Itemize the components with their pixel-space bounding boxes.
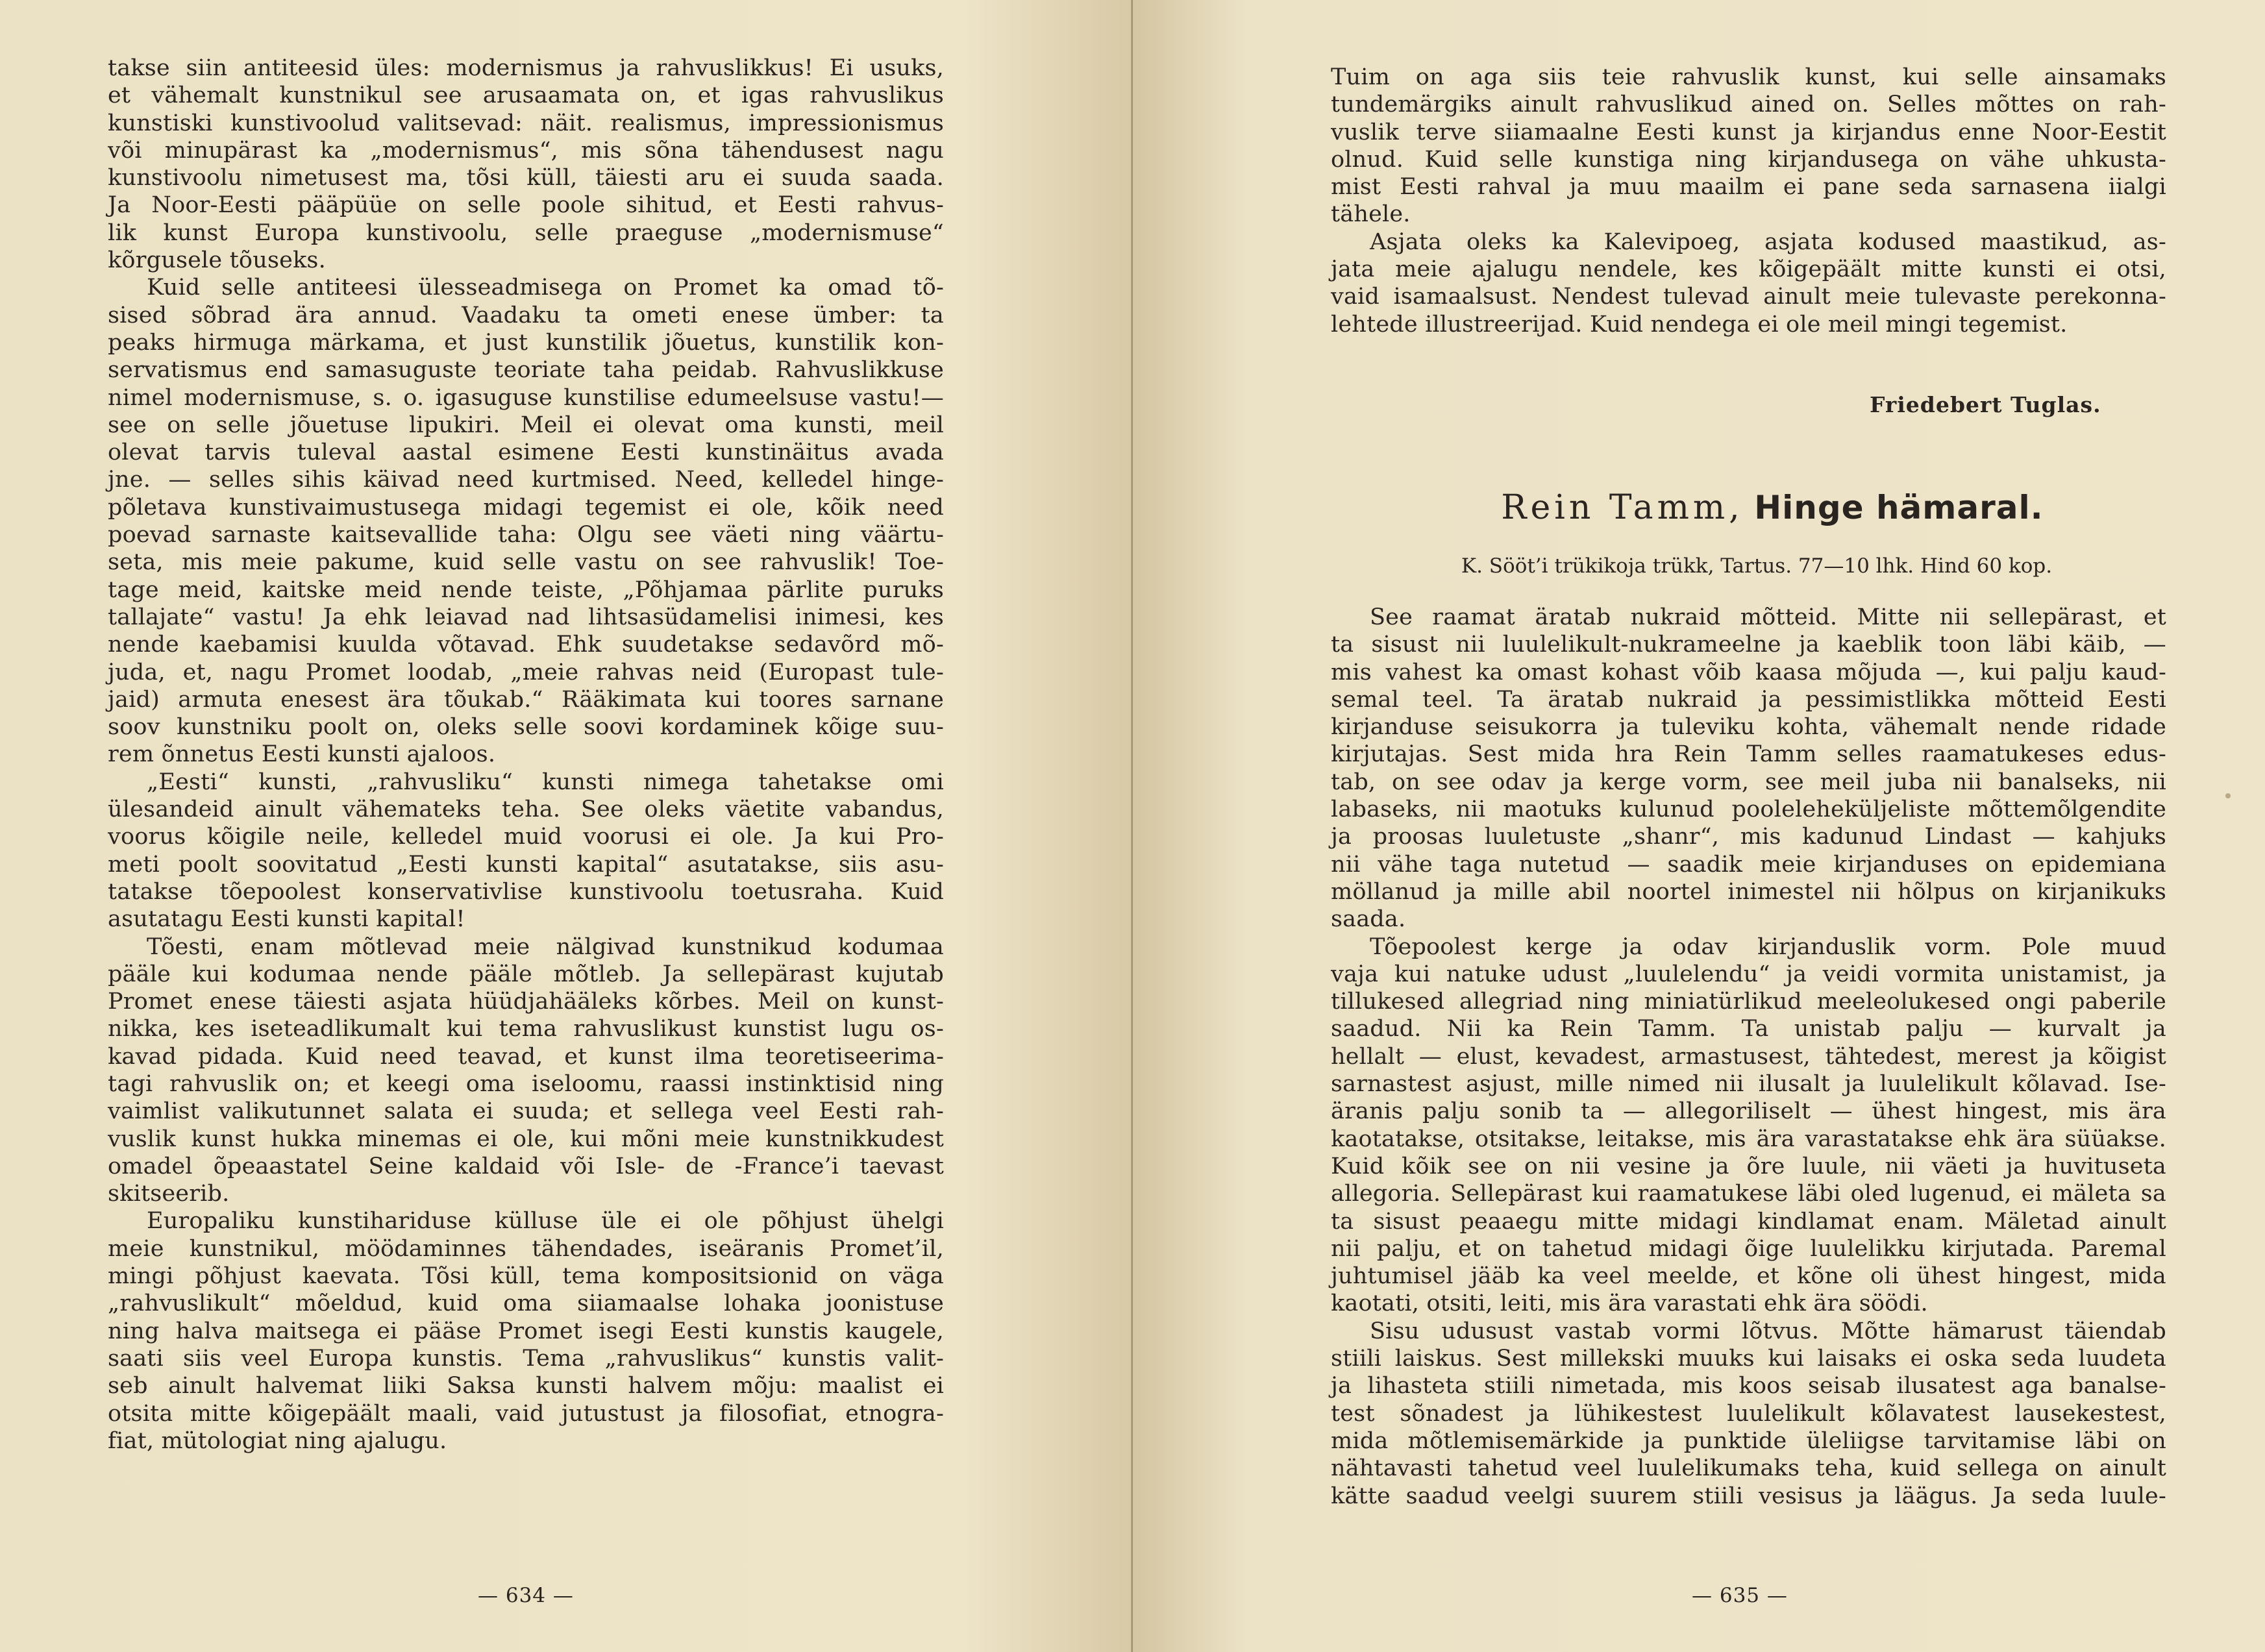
text-line: mingi põhjust kaevata. Tõsi küll, tema kompositsionid on väga [108, 1263, 944, 1290]
text-line: vaimlist valikutunnet salata ei suuda; et sellega veel Eesti rah- [108, 1098, 944, 1125]
text-line: põletava kunstivaimustusega midagi tegemist ei ole, kõik need [108, 494, 944, 521]
text-line: kunstiski kunstivoolud valitsevad: näit. realismus, impressionismus [108, 110, 944, 136]
text-line: nimel modernismuse, s. o. igasuguse kunstilise edumeelsuse vastu!— [108, 384, 944, 411]
review-text [1331, 604, 2166, 1510]
text-line: saada. [1331, 906, 1406, 933]
text-line: mida mõtlemisemärkide ja punktide üleliigse tarvitamise läbi on [1331, 1427, 2166, 1454]
text-line: fiat, mütologiat ning ajalugu. [108, 1427, 447, 1454]
text-line: ülesandeid ainult vähemateks teha. See oleks väetite vabandus, [108, 796, 944, 823]
text-line: allegoria. Sellepärast kui raamatukese läbi oled lugenud, ei mäleta sa [1331, 1181, 2166, 1207]
text-line: saadud. Nii ka Rein Tamm. Ta unistab palju — kurvalt ja [1331, 1016, 2166, 1042]
text-line: see on selle jõuetuse lipukiri. Meil ei olevat oma kunsti, meil [108, 412, 944, 438]
text-line: Tuim on aga siis teie rahvuslik kunst, kui selle ainsamaks [1331, 64, 2166, 90]
text-line: vaid isamaalsust. Nendest tulevad ainult meie tulevaste perekonna- [1331, 284, 2166, 310]
text-line: seb ainult halvemat liiki Saksa kunsti halvem mõju: maalist ei [108, 1373, 944, 1399]
text-line: sarnastest asjust, mille nimed nii ilusalt ja luulelikult kõlavad. Ise- [1331, 1071, 2166, 1098]
review-author: Rein Tamm, [1501, 488, 1744, 527]
text-line: seta, mis meie pakume, kuid selle vastu on see rahvuslik! Toe- [108, 549, 944, 576]
text-line: tundemärgiks ainult rahvuslikud ained on. Selles mõttes on rah- [1331, 92, 2166, 118]
text-line: tillukesed allegriad ning miniatürlikud meeleolukesed ongi paberile [1331, 989, 2166, 1015]
text-line: ta sisust peaaegu mitte midagi kindlamat enam. Mäletad ainult [1331, 1208, 2166, 1235]
text-line: „Eesti“ kunsti, „rahvusliku“ kunsti nimega tahetakse omi [147, 769, 944, 795]
text-line: nii vähe taga nutetud — saadik meie kirjanduses on epidemiana [1331, 851, 2166, 878]
text-line: tagi rahvuslik on; et keegi oma iseloomu, raassi instinktisid ning [108, 1070, 944, 1097]
text-line: Tõesti, enam mõtlevad meie nälgivad kunstnikud kodumaa [147, 933, 944, 960]
text-line: vaja kui natuke udust „luulelendu“ ja veidi vormita unistamist, ja [1331, 961, 2166, 987]
text-line: otsita mitte kõigepäält maali, vaid jutustust ja filosofiat, etnogra- [108, 1400, 944, 1427]
text-line: või minupärast ka „modernismus“, mis sõna tähendusest nagu [108, 137, 944, 164]
text-line: Europaliku kunstihariduse külluse üle ei ole põhjust ühelgi [147, 1208, 944, 1235]
text-line: Asjata oleks ka Kalevipoeg, asjata kodused maastikud, as- [1370, 228, 2166, 255]
text-line: sised sõbrad ära annud. Vaadaku ta ometi enese ümber: ta [108, 302, 944, 328]
text-line: saati siis veel Europa kunstis. Tema „rahvuslikus“ kunstis valit- [108, 1345, 944, 1372]
text-line: tallajate“ vastu! Ja ehk leiavad nad lihtsasüdamelisi inimesi, kes [108, 604, 944, 630]
text-line: skitseerib. [108, 1181, 230, 1207]
text-line: et vähemalt kunstnikul see arusaamata on, et igas rahvuslikus [108, 82, 944, 109]
text-line: Kuid selle antiteesi ülesseadmisega on Promet ka omad tõ- [147, 275, 944, 301]
text-line: kirjutajas. Sest mida hra Rein Tamm selles raamatukeses edus- [1331, 741, 2166, 768]
text-line: Tõepoolest kerge ja odav kirjanduslik vorm. Pole muud [1370, 933, 2166, 960]
text-line: servatismus end samasuguste teoriate taha peidab. Rahvuslikkuse [108, 357, 944, 384]
text-line: See raamat äratab nukraid mõtteid. Mitte nii sellepärast, et [1370, 604, 2166, 630]
text-line: ta sisust nii luulelikult-nukrameelne ja kaeblik toon läbi käib, — [1331, 632, 2166, 658]
right-page-essay-ending [1331, 64, 2166, 338]
text-line: pääle kui kodumaa nende pääle mõtleb. Ja sellepärast kujutab [108, 961, 944, 987]
text-line: juda, et, nagu Promet loodab, „meie rahvas neid (Europast tule- [108, 659, 944, 685]
text-line: tage meid, kaitske meid nende teiste, „Põhjamaa pärlite puruks [108, 576, 944, 603]
publication-info: K. Sööt’i trükikoja trükk, Tartus. 77—10 lhk. Hind 60 kop. [1461, 554, 2053, 578]
text-line: „rahvuslikult“ mõeldud, kuid oma siiamaalse lohaka joonistuse [108, 1290, 944, 1317]
text-line: kaotati, otsiti, leiti, mis ära varastati ehk ära söödi. [1331, 1290, 1928, 1317]
text-line: takse siin antiteesid üles: modernismus ja rahvuslikkus! Ei usuks, [108, 55, 944, 81]
text-line: kaotatakse, otsitakse, leitakse, mis ära varastatakse ehk ära süüakse. [1331, 1126, 2166, 1152]
text-line: äranis palju sonib ta — allegoriliselt — ühest hingest, mis ära [1331, 1098, 2166, 1125]
text-line: vuslik terve siiamaalne Eesti kunst ja kirjandus enne Noor-Eestit [1331, 119, 2166, 145]
text-line: kirjanduse seisukorra ja tuleviku kohta, vähemalt nende ridade [1331, 714, 2166, 741]
text-line: tab, on see odav ja kerge vorm, see meil juba nii banalseks, nii [1331, 769, 2166, 795]
text-line: lehtede illustreerijad. Kuid nendega ei ole meil mingi tegemist. [1331, 311, 2068, 338]
text-line: tatakse tõepoolest konservativlise kunstivoolu toetusraha. Kuid [108, 878, 944, 905]
text-line: nikka, kes iseteadlikumalt kui tema rahvuslikust kunstist lugu os- [108, 1016, 944, 1042]
text-line: poevad sarnaste kaitsevallide taha: Olgu see väeti ning väärtu- [108, 522, 944, 549]
text-line: meie kunstnikul, möödaminnes tähendades, iseäranis Promet’il, [108, 1235, 944, 1262]
text-line: asutatagu Eesti kunsti kapital! [108, 906, 465, 933]
text-line: hellalt — elust, kevadest, armastusest, tähtedest, merest ja kõigist [1331, 1043, 2166, 1070]
page-number-left: — 634 — [478, 1584, 574, 1607]
page-number-right: — 635 — [1692, 1584, 1788, 1607]
text-line: lik kunst Europa kunstivoolu, selle praeguse „modernismuse“ [108, 219, 944, 246]
text-line: nähtavasti tahetud veel luulelikumaks teha, kuid sellega on ainult [1331, 1455, 2166, 1482]
text-line: ja lihasteta stiili nimetada, mis koos seisab ilusatest aga banalse- [1331, 1373, 2166, 1399]
text-line: soov kunstniku poolt on, oleks selle soovi kordaminek kõige suu- [108, 714, 944, 741]
text-line: tähele. [1331, 201, 1411, 228]
text-line: ja proosas luuletuste „shanr“, mis kadunud Lindast — kahjuks [1331, 824, 2166, 850]
text-line: peaks hirmuga märkama, et just kunstilik jõuetus, kunstilik kon- [108, 329, 944, 356]
paper-speck [2225, 793, 2231, 798]
text-line: olnud. Kuid selle kunstiga ning kirjandusega on vähe uhkusta- [1331, 146, 2166, 173]
text-line: semal teel. Ta äratab nukraid ja pessimistlikka mõtteid Eesti [1331, 686, 2166, 713]
essay-signature: Friedebert Tuglas. [1870, 392, 2101, 417]
text-line: omadel õpeaastatel Seine kaldaid või Isle- de -France’i taevast [108, 1153, 944, 1179]
text-line: kunstivoolu nimetusest ma, tõsi küll, täiesti aru ei suuda saada. [108, 165, 944, 191]
text-line: Sisu udusust vastab vormi lõtvus. Mõtte hämarust täiendab [1370, 1318, 2166, 1344]
text-line: Kuid kõik see on nii vesine ja õre luule, nii väeti ja huvituseta [1331, 1153, 2166, 1179]
text-line: mis vahest ka omast kohast võib kaasa mõjuda —, kui palju kaud- [1331, 659, 2166, 685]
text-line: rem õnnetus Eesti kunsti ajaloos. [108, 741, 496, 768]
text-line: jata meie ajalugu nendele, kes kõigepäält mitte kunsti ei otsi, [1331, 256, 2166, 283]
text-line: möllanud ja mille abil noortel inimestel nii hõlpus on kirjanikuks [1331, 878, 2166, 905]
text-line: juhtumisel jääb ka veel meelde, et kõne oli ühest hingest, mida [1331, 1263, 2166, 1290]
text-line: kõrgusele tõuseks. [108, 247, 326, 274]
text-line: vuslik kunst hukka minemas ei ole, kui mõni meie kunstnikkudest [108, 1126, 944, 1152]
text-line: nii palju, et on tahetud midagi õige luulelikku kirjutada. Paremal [1331, 1235, 2166, 1262]
text-line: jaid) armuta enesest ära tõukab.“ Rääkimata kui toores sarnane [108, 686, 944, 713]
text-line: Ja Noor-Eesti pääpüüe on selle poole sihitud, et Eesti rahvus- [108, 192, 944, 219]
text-line: ning halva maitsega ei pääse Promet isegi Eesti kunstis kaugele, [108, 1318, 944, 1344]
text-line: olevat tarvis tuleval aastal esimene Eesti kunstinäitus avada [108, 439, 944, 466]
left-page-text [108, 55, 944, 1455]
text-line: labaseks, nii maotuks kulunud pooleleheküljeliste mõttemõlgendite [1331, 796, 2166, 823]
text-line: kätte saadud veelgi suurem stiili vesisus ja läägus. Ja seda luule- [1331, 1483, 2166, 1509]
review-title: Hinge hämaral. [1754, 489, 2044, 526]
text-line: nende kaebamisi kuulda võtavad. Ehk suudetakse sedavõrd mõ- [108, 632, 944, 658]
text-line: test sõnadest ja lühikestest luulelikult kõlavatest lausekestest, [1331, 1400, 2166, 1427]
text-line: kavad pidada. Kuid need teavad, et kunst ilma teoretiseerima- [108, 1043, 944, 1070]
text-line: voorus kõigile neile, kelledel muid voorusi ei ole. Ja kui Pro- [108, 824, 944, 850]
review-heading [1415, 488, 2129, 527]
text-line: stiili laiskus. Sest millekski muuks kui laisaks ei oska seda luudeta [1331, 1346, 2166, 1372]
text-line: meti poolt soovitatud „Eesti kunsti kapital“ asutatakse, siis asu- [108, 851, 944, 878]
text-line: mist Eesti rahval ja muu maailm ei pane seda sarnasena iialgi [1331, 174, 2166, 201]
text-line: Promet enese täiesti asjata hüüdjahääleks kõrbes. Meil on kunst- [108, 989, 944, 1015]
text-line: jne. — selles sihis käivad need kurtmised. Need, kelledel hinge- [108, 467, 944, 493]
